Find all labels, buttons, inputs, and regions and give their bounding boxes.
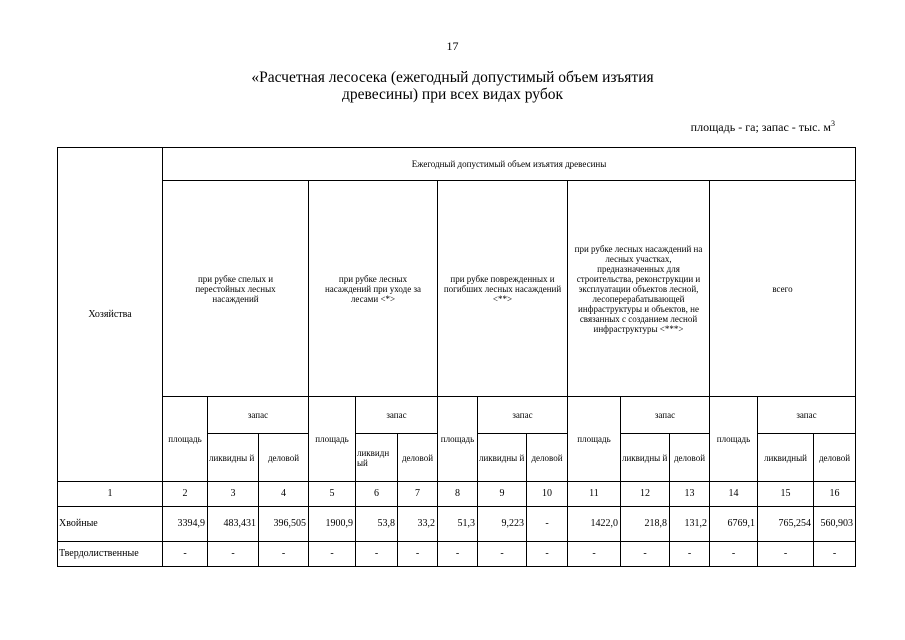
table-cell: - [527,507,568,542]
liquid-header: ликвидн ый [356,434,398,482]
page-number: 17 [446,39,459,53]
table-cell: 1900,9 [309,507,356,542]
area-header: площадь [309,397,356,482]
title-line-1: «Расчетная лесосека (ежегодный допустимый объем изъятия [251,69,654,86]
header-row-categories [58,181,856,397]
category-infrastructure-felling: при рубке лесных насаждений на лесных участках, предназначенных для строительства, реконструкции и эксплуатации объектов лесной, лесоперерабатывающей инфраструктуры и объектов, не связанных с созданием лесной инфраструктуры <***> [568,181,710,397]
table-cell: - [527,542,568,567]
column-number: 16 [814,482,856,507]
column-number: 15 [758,482,814,507]
business-header: деловой [670,434,710,482]
stock-header: запас [758,397,856,434]
business-header: деловой [398,434,438,482]
table-cell: 33,2 [398,507,438,542]
area-header: площадь [438,397,478,482]
felling-volume-table [57,147,856,567]
group-header: Ежегодный допустимый объем изъятия древесины [163,148,856,181]
table-row [58,507,856,542]
column-number: 8 [438,482,478,507]
farm-name: Хвойные [58,507,163,542]
category-mature-felling: при рубке спелых и перестойных лесных насаждений [163,181,309,397]
header-row-area-stock [58,397,856,434]
category-total: всего [710,181,856,397]
table-cell: - [758,542,814,567]
column-number: 10 [527,482,568,507]
category-damaged-felling: при рубке поврежденных и погибших лесных насаждений <**> [438,181,568,397]
table-cell: - [478,542,527,567]
table-cell: 1422,0 [568,507,621,542]
table-row [58,542,856,567]
table-cell: - [208,542,259,567]
area-header: площадь [710,397,758,482]
area-header: площадь [163,397,208,482]
document-title [150,69,755,103]
stock-header: запас [208,397,309,434]
farm-name: Твердолиственные [58,542,163,567]
table-cell: - [568,542,621,567]
header-row-group [58,148,856,181]
column-number: 4 [259,482,309,507]
table-cell: - [309,542,356,567]
table-cell: - [670,542,710,567]
column-number: 13 [670,482,710,507]
table-cell: 765,254 [758,507,814,542]
table-cell: 3394,9 [163,507,208,542]
column-number: 1 [58,482,163,507]
liquid-header: ликвидны й [478,434,527,482]
column-number: 9 [478,482,527,507]
liquid-header: ликвидный [758,434,814,482]
column-number: 7 [398,482,438,507]
table-cell: - [814,542,856,567]
table-cell: 9,223 [478,507,527,542]
column-number: 6 [356,482,398,507]
liquid-header: ликвидны й [621,434,670,482]
title-line-2: древесины) при всех видах рубок [341,86,563,103]
units-text: площадь - га; запас - тыс. м [690,120,831,134]
table-cell: - [621,542,670,567]
table-cell: - [259,542,309,567]
table-cell: 396,505 [259,507,309,542]
table-cell: 483,431 [208,507,259,542]
units-superscript: 3 [831,119,835,128]
table-cell: - [163,542,208,567]
column-number: 12 [621,482,670,507]
table-cell: 131,2 [670,507,710,542]
table-cell: - [356,542,398,567]
stock-header: запас [478,397,568,434]
table-cell: 218,8 [621,507,670,542]
category-care-felling: при рубке лесных насаждений при уходе за лесами <*> [309,181,438,397]
business-header: деловой [259,434,309,482]
column-number-row [58,482,856,507]
column-number: 11 [568,482,621,507]
liquid-header: ликвидны й [208,434,259,482]
table-cell: 53,8 [356,507,398,542]
column-number: 3 [208,482,259,507]
area-header: площадь [568,397,621,482]
table-cell: - [398,542,438,567]
units-note [691,119,835,135]
business-header: деловой [814,434,856,482]
business-header: деловой [527,434,568,482]
column-number: 2 [163,482,208,507]
farm-column-header: Хозяйства [58,148,163,482]
stock-header: запас [356,397,438,434]
column-number: 14 [710,482,758,507]
table-cell: 51,3 [438,507,478,542]
table-cell: 560,903 [814,507,856,542]
table-cell: - [710,542,758,567]
table-cell: - [438,542,478,567]
stock-header: запас [621,397,710,434]
column-number: 5 [309,482,356,507]
table-cell: 6769,1 [710,507,758,542]
